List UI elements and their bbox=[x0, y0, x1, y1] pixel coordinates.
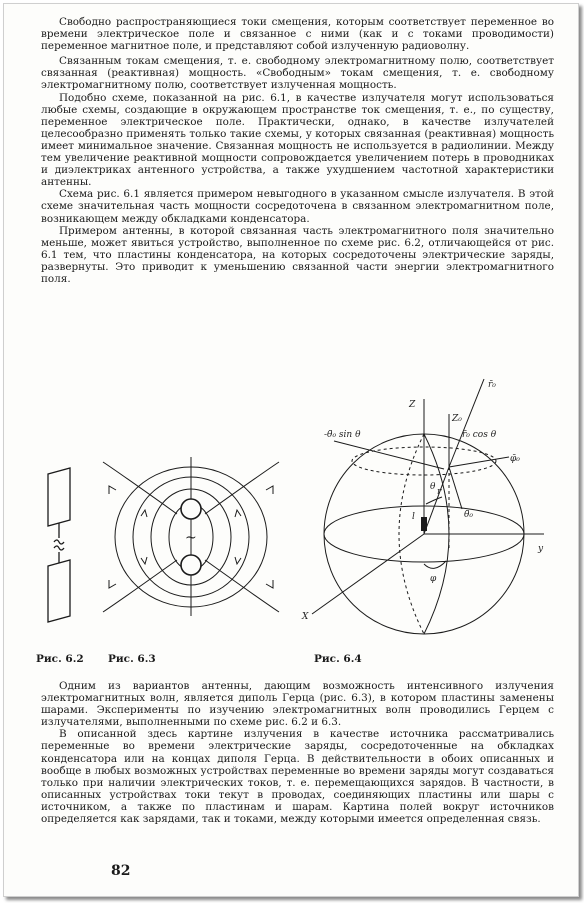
r-vector-label: r bbox=[437, 487, 442, 497]
paragraph-3: Подобно схеме, показанной на рис. 6.1, в качестве излучателя могут использоваться любые схемы, создающие в окружающем пространстве ток смещения, т. е., по существу, переменное электрическое поле. Практически, однако, в качестве излучателей целесообразно применять только такие схемы, у которых связанная (реактивная) мощность имеет минимальное значение. Связанная мощность не используется в радиолинии. Между тем увеличение реактивной мощности сопровождается увеличением потерь в проводниках и диэлектриках антенного устройства, а также ухудшением частотной характеристики антенны. bbox=[41, 91, 554, 189]
text-block-bottom bbox=[41, 680, 554, 825]
figures-row bbox=[4, 349, 579, 679]
paragraph-7: В описанной здесь картине излучения в качестве источника рассматривались переменные во времени электрические заряды, сосредоточенные на обкладках конденсатора или на концах диполя Герца. В действительности в обоих описанных и вообще в любых возможных устройствах переменные во времени заряды могут создаваться только при наличии электрических токов, т. е. перемещающихся зарядов. В частности, в описанных устройствах токи текут в проводах, соединяющих пластины или шары с источником, а также по пластинам и шарам. Картина полей вокруг источников определяется как зарядами, так и токами, между которыми имеется определенная связь. bbox=[41, 728, 554, 826]
theta-hat-label: θ̄₀ bbox=[464, 510, 474, 520]
theta-label: θ bbox=[430, 482, 436, 492]
phi-hat-label: φ̄₀ bbox=[510, 454, 520, 464]
paragraph-5: Примером антенны, в которой связанная часть электромагнитного поля значительно меньше, может явиться устройство, выполненное по схеме рис. 6.2, отличающейся от рис. 6.1 тем, что пластины конденсатора, на которых сосредоточены электрические заряды, развернуты. Это приводит к уменьшению связанной части энергии электромагнитного поля. bbox=[41, 224, 554, 285]
fig-6-3-caption: Рис. 6.3 bbox=[108, 653, 156, 665]
fig-6-4-caption: Рис. 6.4 bbox=[314, 653, 362, 665]
l-label: l bbox=[412, 512, 415, 522]
dipole-source-symbol: ~ bbox=[185, 530, 197, 546]
text-block-top bbox=[41, 16, 554, 285]
paragraph-4: Схема рис. 6.1 является примером невыгодного в указанном смысле излучателя. В этой схеме значительная часть мощности сосредоточена в связанном электромагнитном поле, возникающем между обкладками конденсатора. bbox=[41, 188, 554, 225]
x-axis-label: X bbox=[302, 612, 309, 622]
z0-label: Z₀ bbox=[452, 414, 462, 424]
page-number: 82 bbox=[111, 863, 131, 879]
r0-cos-label: r̄₀ cos θ bbox=[462, 430, 497, 440]
dipole-sphere-top bbox=[181, 499, 201, 519]
source-symbol-icon bbox=[54, 540, 64, 550]
paragraph-1: Свободно распространяющиеся токи смещения, которым соответствует переменное во времени электрическое поле и связанное с ними (как и с токами проводимости) переменное магнитное поле, и представляют собой излученную радиоволну. bbox=[41, 16, 554, 53]
fig-6-2-drawing bbox=[34, 466, 89, 636]
lower-plate bbox=[48, 560, 70, 622]
fig-6-4-drawing bbox=[294, 369, 554, 649]
r0-label: r̄₀ bbox=[488, 380, 496, 390]
y-axis-label: y bbox=[538, 544, 544, 554]
fig-6-3-drawing bbox=[101, 454, 281, 619]
paragraph-6: Одним из вариантов антенны, дающим возможность интенсивного излучения электромагнитных волн, является диполь Герца (рис. 6.3), в котором пластины заменены шарами. Эксперименты по изучению электромагнитных волн проводились Герцем с излучателями, выполненными по схеме рис. 6.2 и 6.3. bbox=[41, 680, 554, 729]
fig-6-2-caption: Рис. 6.2 bbox=[36, 653, 84, 665]
dipole-sphere-bottom bbox=[181, 555, 201, 575]
upper-plate bbox=[48, 468, 70, 526]
theta-sin-label: -θ̄₀ sin θ bbox=[324, 430, 361, 440]
z-axis-label: Z bbox=[409, 400, 416, 410]
phi-label: φ bbox=[430, 574, 437, 584]
paragraph-2: Связанным токам смещения, т. е. свободному электромагнитному полю, соответствует связанная (реактивная) мощность. «Свободным» токам смещения, т. е. свободному электромагнитному полю, соответствует излученная мощность. bbox=[41, 55, 554, 92]
dipole-element bbox=[421, 517, 427, 531]
book-page bbox=[3, 3, 579, 897]
